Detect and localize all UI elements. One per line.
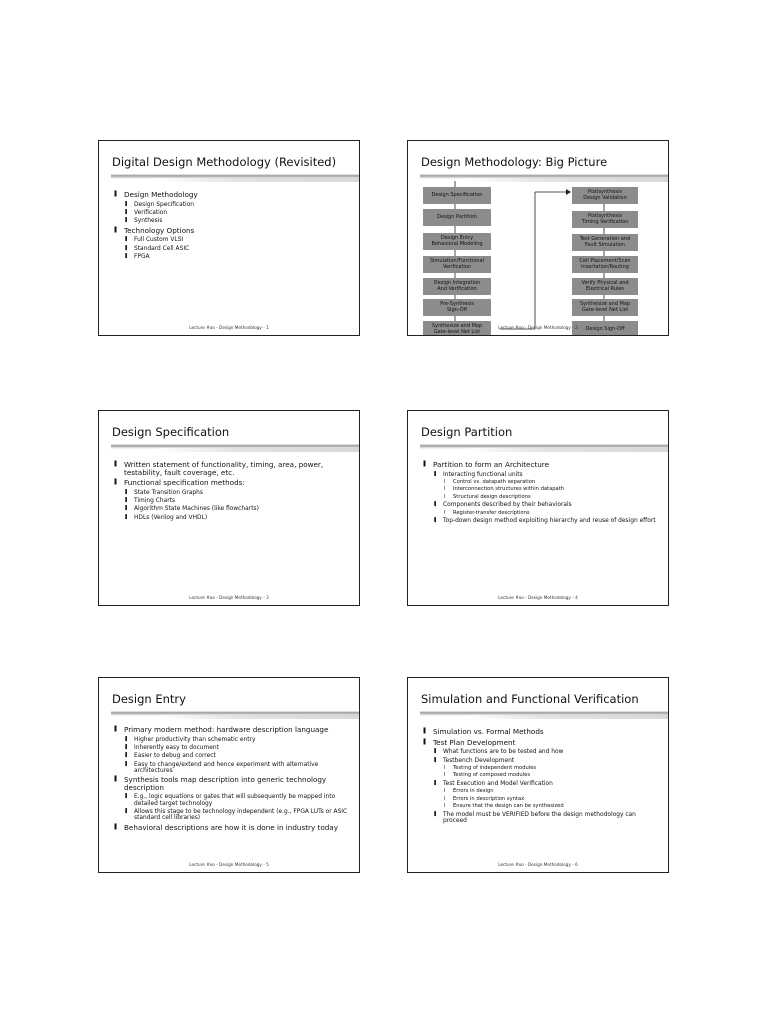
bullet-text: Verification	[134, 209, 168, 216]
bullet-marker-icon: ❚	[124, 760, 129, 767]
bullet-marker-icon: l	[444, 486, 446, 493]
bullet-marker-icon: l	[444, 764, 446, 771]
slide-footer: Lecture #oo - Design Methodology - 2	[498, 325, 578, 330]
bullet-level-2	[113, 809, 349, 821]
bullet-marker-icon: ❚	[433, 470, 438, 477]
bullet-level-2	[113, 498, 349, 504]
bullet-level-2	[113, 515, 349, 521]
bullet-marker-icon: ❚	[113, 822, 119, 830]
bullet-level-1	[113, 824, 349, 832]
bullet-text: Control vs. datapath separation	[453, 478, 536, 485]
bullet-marker-icon: l	[444, 493, 446, 500]
bullet-text: Primary modern method: hardware description language	[124, 725, 329, 734]
bullet-text: Test Execution and Model Verification	[443, 780, 553, 787]
right-flow-box: Design Sign-Off	[572, 321, 638, 336]
bullet-marker-icon: ❚	[113, 460, 119, 467]
bullet-text: Test Plan Development	[433, 737, 516, 747]
left-flow-box: Simulation/Functional Verification	[423, 256, 491, 273]
slide-footer: Lecture #oo - Design Methodology - 4	[498, 595, 578, 600]
bullet-text: Technology Options	[124, 225, 195, 235]
bullet-marker-icon: ❚	[113, 775, 119, 783]
bullet-level-3	[422, 789, 658, 794]
title-underline-shadow	[159, 178, 359, 182]
bullet-level-1	[113, 191, 349, 199]
bullet-text: Synthesis tools map description into generic technology description	[124, 775, 327, 792]
bullet-text: Algorithm State Machines (like flowcharts)	[134, 506, 259, 513]
bullet-text: Structural design descriptions	[453, 493, 531, 500]
slide-1	[98, 140, 360, 336]
bullet-level-3	[422, 495, 658, 500]
title-underline-shadow	[468, 715, 668, 719]
bullet-marker-icon: ❚	[124, 505, 129, 512]
bullet-text: Functional specification methods:	[124, 478, 245, 488]
bullet-text: Allows this stage to be technology independent (e.g., FPGA LUTs or ASIC standard cell libraries)	[134, 808, 348, 822]
bullet-text: Interacting functional units	[443, 471, 523, 478]
bullet-text: Behavioral descriptions are how it is done in industry today	[124, 822, 338, 832]
bullet-text: Partition to form an Architecture	[433, 460, 550, 469]
bullet-text: E.g., logic equations or gates that will subsequently be mapped into detailed target technology	[134, 794, 336, 807]
bullet-text: Higher productivity than schematic entry	[134, 736, 256, 743]
right-flow-box: Cell Placement/Scan Insertation/Routing	[572, 256, 638, 273]
bullet-level-3	[422, 480, 658, 485]
bullet-text: The model must be VERIFIED before the design methodology can proceed	[443, 811, 636, 824]
bullet-level-3	[422, 766, 658, 771]
bullet-level-1	[113, 479, 349, 487]
bullet-marker-icon: ❚	[433, 748, 438, 755]
bullet-marker-icon: ❚	[124, 743, 129, 750]
bullet-text: FPGA	[134, 254, 150, 260]
right-flow-box: Postsynthesis Timing Verification	[572, 211, 638, 228]
slide-footer: Lecture #oo - Design Methodology - 1	[189, 325, 269, 330]
left-flow-box: Design Specification	[423, 187, 491, 204]
bullet-marker-icon: ❚	[433, 779, 438, 786]
bullet-level-1	[422, 728, 658, 736]
bullet-text: Easier to debug and correct	[134, 753, 216, 760]
left-flow-box: Pre-Synthesis Sign-Off	[423, 299, 491, 316]
bullet-level-2	[422, 518, 658, 524]
bullet-marker-icon: ❚	[124, 244, 129, 251]
bullet-level-1	[113, 726, 349, 734]
left-flow-box: Synthesize and Map Gate-level Net List	[423, 321, 491, 336]
bullet-marker-icon: ❚	[124, 735, 129, 742]
bullet-level-2	[113, 506, 349, 512]
bullet-text: Errors in design	[453, 788, 494, 795]
bullet-marker-icon: ❚	[422, 727, 428, 734]
bullet-marker-icon: ❚	[433, 517, 438, 524]
bullet-text: Errors in description syntax	[453, 795, 525, 802]
bullet-marker-icon: ❚	[124, 217, 129, 224]
right-flow-box: Test Generation and Fault Simulation	[572, 234, 638, 251]
slide-footer: Lecture #oo - Design Methodology - 3	[189, 595, 269, 600]
bullet-marker-icon: l	[444, 772, 446, 779]
bullet-marker-icon: l	[444, 509, 446, 516]
bullet-marker-icon: ❚	[113, 478, 119, 486]
bullet-marker-icon: ❚	[113, 190, 119, 197]
bullet-level-1	[422, 461, 658, 469]
bullet-level-3	[422, 511, 658, 516]
bullet-level-2	[113, 794, 349, 806]
bullet-level-2	[113, 218, 349, 224]
bullet-level-2	[113, 762, 349, 774]
bullet-marker-icon: l	[444, 788, 446, 795]
bullet-marker-icon: ❚	[124, 513, 129, 520]
slide-title: Design Partition	[421, 425, 513, 439]
bullet-level-2	[113, 490, 349, 496]
bullet-marker-icon: l	[444, 803, 446, 810]
bullet-text: Easy to change/extend and hence experiment with alternative architectures	[134, 761, 319, 774]
slide-title: Digital Design Methodology (Revisited)	[112, 155, 337, 169]
right-flow-box: Postsynthesis Design Validation	[572, 187, 638, 204]
right-flow-box: Verify Physical and Electrical Rules	[572, 278, 638, 295]
bullet-level-2	[113, 246, 349, 252]
bullet-marker-icon: ❚	[433, 756, 438, 763]
bullet-text: Timing Charts	[134, 498, 176, 505]
bullet-text: Full Custom VLSI	[134, 237, 184, 244]
bullet-text: Inherently easy to document	[134, 744, 219, 751]
bullet-marker-icon: ❚	[433, 501, 438, 508]
bullet-level-2	[113, 237, 349, 243]
slide-footer: Lecture #oo - Design Methodology - 6	[498, 862, 578, 867]
left-flow-box: Design Entry Behavioral Modeling	[423, 233, 491, 250]
bullet-list	[113, 461, 349, 523]
bullet-marker-icon: l	[444, 795, 446, 802]
bullet-text: Testbench Development	[443, 757, 515, 764]
bullet-list	[422, 728, 658, 826]
bullet-level-3	[422, 487, 658, 492]
right-flow-box: Synthesize and Map Gate-level Net List	[572, 299, 638, 316]
bullet-marker-icon: ❚	[124, 236, 129, 243]
title-underline-shadow	[159, 448, 359, 452]
bullet-level-2	[113, 202, 349, 208]
bullet-text: Interconnection structures within datapath	[453, 486, 565, 493]
bullet-text: Register-transfer descriptions	[453, 509, 530, 516]
bullet-text: Design Specification	[134, 201, 195, 208]
bullet-text: Written statement of functionality, timing, area, power, testability, fault coverage, etc.	[124, 460, 324, 477]
title-underline-shadow	[468, 448, 668, 452]
title-underline-shadow	[159, 715, 359, 719]
bullet-marker-icon: ❚	[124, 807, 129, 814]
slide-2	[407, 140, 669, 336]
bullet-text: Top-down design method exploiting hierarchy and reuse of design effort	[443, 518, 656, 525]
bullet-marker-icon: ❚	[113, 725, 119, 732]
bullet-marker-icon: ❚	[433, 810, 438, 817]
left-flow-box: Design Partition	[423, 209, 491, 226]
bullet-level-2	[113, 254, 349, 260]
bullet-marker-icon: ❚	[124, 208, 129, 215]
bullet-level-1	[422, 739, 658, 747]
bullet-marker-icon: l	[444, 478, 446, 485]
bullet-list	[422, 461, 658, 527]
bullet-text: Design Methodology	[124, 190, 198, 199]
bullet-text: Testing of independent modules	[453, 764, 537, 771]
slide-title: Simulation and Functional Verification	[421, 692, 639, 706]
bullet-level-2	[422, 758, 658, 764]
bullet-marker-icon: ❚	[113, 225, 119, 233]
bullet-text: Standard Cell ASIC	[134, 245, 190, 252]
bullet-level-3	[422, 797, 658, 802]
slide-title: Design Methodology: Big Picture	[421, 155, 608, 169]
bullet-text: Synthesis	[134, 218, 163, 225]
bullet-marker-icon: ❚	[422, 737, 428, 745]
bullet-text: State Transition Graphs	[134, 489, 203, 496]
bullet-text: Components described by their behaviorals	[443, 502, 572, 509]
slide-footer: Lecture #oo - Design Methodology - 5	[189, 862, 269, 867]
arrowhead-right	[566, 189, 571, 195]
bullet-text: HDLs (Verilog and VHDL)	[134, 514, 208, 521]
bullet-level-3	[422, 773, 658, 778]
bullet-text: What functions are to be tested and how	[443, 749, 564, 756]
bullet-level-2	[113, 753, 349, 759]
bullet-text: Testing of composed modules	[453, 772, 531, 779]
bullet-marker-icon: ❚	[124, 752, 129, 759]
slide-6	[407, 677, 669, 873]
left-flow-box: Design Integration And Verification	[423, 278, 491, 295]
bullet-level-1	[113, 461, 349, 476]
bullet-level-1	[113, 776, 349, 791]
slide-5	[98, 677, 360, 873]
bullet-level-2	[422, 749, 658, 755]
bullet-marker-icon: ❚	[124, 488, 129, 495]
bullet-list	[113, 191, 349, 262]
bullet-text: Simulation vs. Formal Methods	[433, 727, 544, 736]
bullet-marker-icon: ❚	[422, 460, 428, 467]
bullet-level-2	[422, 812, 658, 824]
slide-title: Design Entry	[112, 692, 186, 706]
bullet-level-2	[422, 502, 658, 508]
bullet-level-2	[113, 737, 349, 743]
bullet-marker-icon: ❚	[124, 793, 129, 800]
bullet-marker-icon: ❚	[124, 253, 129, 259]
bullet-list	[113, 726, 349, 834]
slide-3	[98, 410, 360, 606]
bullet-marker-icon: ❚	[124, 200, 129, 207]
slide-4	[407, 410, 669, 606]
slide-title: Design Specification	[112, 425, 230, 439]
bullet-text: Ensure that the design can be synthesized	[453, 803, 564, 810]
bullet-level-2	[113, 745, 349, 751]
bullet-level-2	[422, 472, 658, 478]
bullet-marker-icon: ❚	[124, 497, 129, 504]
bullet-level-2	[113, 210, 349, 216]
bullet-level-3	[422, 804, 658, 809]
bullet-level-1	[113, 227, 349, 235]
bullet-level-2	[422, 781, 658, 787]
